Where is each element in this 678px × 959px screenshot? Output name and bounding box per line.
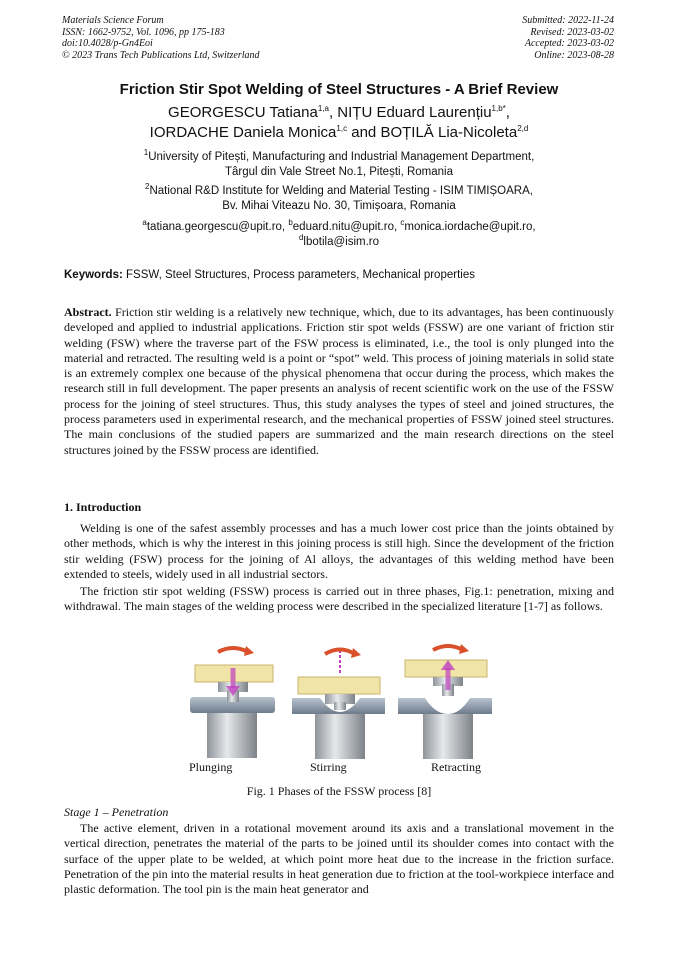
figure-label-plunging: Plunging (189, 760, 233, 774)
abstract (64, 305, 614, 458)
keywords-text: FSSW, Steel Structures, Process parameters, Mechanical properties (126, 269, 475, 281)
journal-copyright: © 2023 Trans Tech Publications Ltd, Switzerland (62, 49, 260, 61)
revised-date: Revised: 2023-03-02 (530, 26, 614, 38)
email-link: tatiana.georgescu@upit.ro, (146, 221, 286, 233)
keywords-label: Keywords: (64, 269, 123, 281)
abstract-label: Abstract. (64, 305, 112, 319)
author-emails: $^a$tatiana.georgescu@upit.ro, $^b$eduard.nitu@upit.ro, $^c$monica.iordache@upit.ro, $^d$lbotila@isim.ro (142, 218, 536, 248)
stirring-diagram (292, 648, 385, 759)
author-name: GEORGESCU Tatiana (168, 104, 318, 121)
email-link: eduard.nitu@upit.ro, (292, 221, 398, 233)
online-date: Online: 2023-08-28 (534, 49, 614, 61)
journal-header (62, 15, 260, 61)
journal-doi: doi:10.4028/p-Gn4Eoi (62, 38, 153, 49)
fssw-phases-figure (180, 640, 500, 775)
author-name: IORDACHE Daniela Monica (149, 124, 337, 141)
figure-label-retracting: Retracting (431, 760, 481, 774)
journal-name: Materials Science Forum (62, 15, 164, 26)
submitted-date: Submitted: 2022-11-24 (522, 15, 614, 26)
section-heading: 1. Introduction (64, 500, 142, 514)
stage-1-paragraph: The active element, driven in a rotational movement around its axis and a translational movement in the vertical direction, penetrates the material of the parts to be joined until its shoulder comes into contact with the surface of the upper plate to be welded, at which point more heat due to the increase in the friction surface. Penetration of the pin into the material results in heat generation due to friction at the tool-workpiece interface and plastic deformation. The tool pin is the main heat generator and (64, 821, 614, 897)
author-list: GEORGESCU Tatiana$^{1,a}$, NIȚU Eduard Laurențiu$^{1,b*}$, IORDACHE Daniela Monica$^{1,c}$ and BOȚILĂ Lia-Nicoleta$^{2,d}$ (149, 104, 529, 141)
paper-title: Friction Stir Spot Welding of Steel Structures - A Brief Review (119, 81, 559, 98)
author-name: BOȚILĂ Lia-Nicoleta (380, 124, 518, 141)
keywords (64, 269, 475, 281)
email-link: monica.iordache@upit.ro, (404, 221, 536, 233)
dates-header (522, 15, 614, 61)
affiliation-1: $^1$University of Pitești, Manufacturing and Industrial Management Department, Târgul din Vale Street No.1, Pitești, Romania (143, 148, 535, 178)
email-link: lbotila@isim.ro (303, 236, 380, 248)
journal-issn: ISSN: 1662-9752, Vol. 1096, pp 175-183 (62, 26, 225, 38)
stage-heading: Stage 1 – Penetration (64, 805, 169, 819)
retracting-diagram (398, 644, 492, 759)
abstract-text: Friction stir welding is a relatively new technique, which, due to its advantages, has been continuously developed and applied to industrial applications. Friction stir spot welds (FSSW) are one variant of friction stir welding (FSW) where the traverse part of the FSW process is eliminated, i.e., the tool is only plunged into the material and retracted. The resulting weld is a point or “spot” weld. This process of joining materials in solid state is an extremely complex one because of the physical phenomena that occur during the process, which makes the research still in full development. The paper presents an analysis of recent scientific work on the use of the FSSW process for the joining of steel structures. Thus, this study analyses the types of steel and joined structures, the process parameters used in experimental research, and the mechanical properties of FSSW joined steel structures. The main conclusions of the studied papers are summarized and the main research directions on the steel structures joined by the FSSW process are identified. (64, 305, 615, 457)
plunging-diagram (190, 646, 275, 758)
affiliation-2: $^2$National R&D Institute for Welding and Material Testing - ISIM TIMIȘOARA, Bv. Mihai Viteazu No. 30, Timișoara, Romania (145, 182, 533, 212)
intro-paragraph-1: Welding is one of the safest assembly processes and has a much lower cost price than the joints obtained by other methods, which is why the interest in this joining process is still high. Since the development of the friction stir welding (FSW) process for the joining of Al alloys, the advantages of this welding method have been extended to steels, widely used in all industrial sectors. (64, 521, 614, 581)
author-name: NIȚU Eduard Laurențiu (337, 104, 492, 121)
figure-caption: Fig. 1 Phases of the FSSW process [8] (246, 784, 432, 798)
intro-paragraph-2: The friction stir spot welding (FSSW) process is carried out in three phases, Fig.1: penetration, mixing and withdrawal. The main stages of the welding process were described in the specialized literature [1-7] as follows. (64, 584, 614, 614)
figure-label-stirring: Stirring (310, 760, 347, 774)
accepted-date: Accepted: 2023-03-02 (524, 38, 614, 49)
